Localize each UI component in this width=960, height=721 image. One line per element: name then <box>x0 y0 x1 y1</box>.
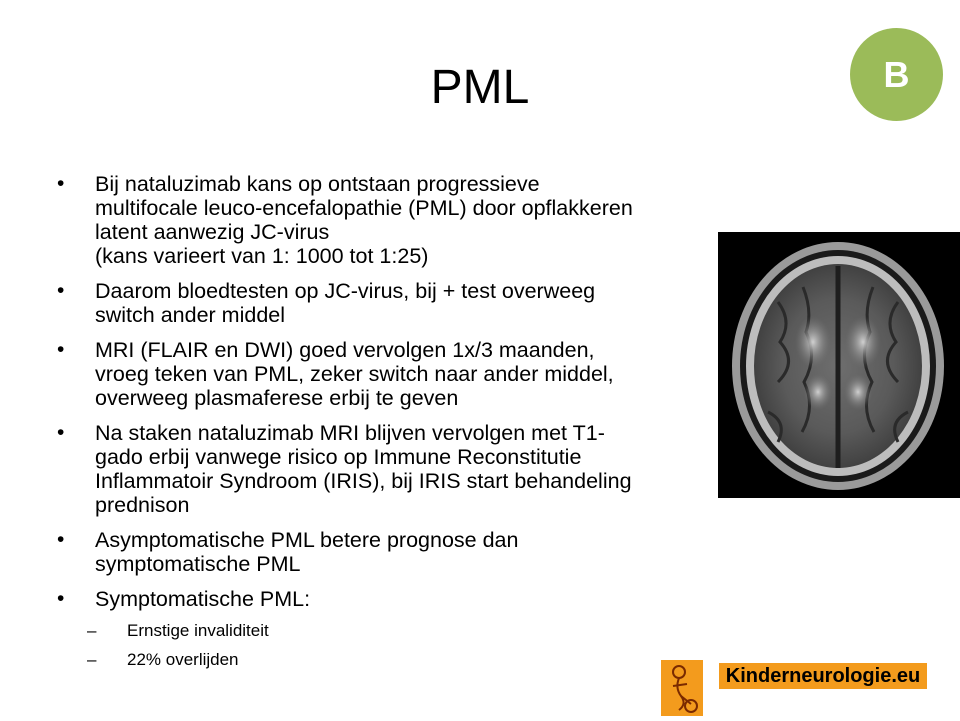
bullet-line: MRI (FLAIR en DWI) goed vervolgen 1x/3 maanden, <box>95 338 595 362</box>
bullet-line: Asymptomatische PML betere prognose dan <box>95 528 519 552</box>
sub-bullet-item: – 22% overlijden <box>87 650 720 670</box>
bullet-line: Inflammatoir Syndroom (IRIS), bij IRIS start behandeling <box>95 469 632 493</box>
sub-bullet-list <box>87 621 720 670</box>
bullet-line: Na staken nataluzimab MRI blijven vervolgen met T1- <box>95 421 605 445</box>
bullet-item <box>55 338 720 410</box>
bullet-line: symptomatische PML <box>95 552 301 576</box>
kinderneurologie-logo-text: Kinderneurologie.eu <box>719 663 927 689</box>
bullet-line: (kans varieert van 1: 1000 tot 1:25) <box>95 244 429 268</box>
sub-bullet-item: – Ernstige invaliditeit <box>87 621 720 641</box>
kinderneurologie-logo-icon <box>661 660 703 716</box>
bullet-line: prednison <box>95 493 190 517</box>
bullet-line: multifocale leuco-encefalopathie (PML) door opflakkeren <box>95 196 633 220</box>
bullet-line: latent aanwezig JC-virus <box>95 220 330 244</box>
bullet-item <box>55 172 720 268</box>
mri-brain-graphic <box>718 232 960 498</box>
bullet-item <box>55 279 720 327</box>
bullet-line: Bij nataluzimab kans op ontstaan progressieve <box>95 172 540 196</box>
figure-icon <box>661 660 703 716</box>
bullet-list <box>55 172 720 681</box>
section-badge: B <box>850 28 943 121</box>
bullet-line: switch ander middel <box>95 303 286 327</box>
bullet-item <box>55 421 720 517</box>
bullet-line: overweeg plasmaferese erbij te geven <box>95 386 459 410</box>
bullet-item <box>55 587 720 670</box>
mri-brain-image <box>718 232 960 498</box>
slide-title: PML <box>430 61 530 114</box>
bullet-line: Symptomatische PML: <box>95 587 311 611</box>
bullet-line: vroeg teken van PML, zeker switch naar ander middel, <box>95 362 614 386</box>
bullet-item <box>55 528 720 576</box>
bullet-line: Daarom bloedtesten op JC-virus, bij + test overweeg <box>95 279 596 303</box>
bullet-line: gado erbij vanwege risico op Immune Reconstitutie <box>95 445 582 469</box>
